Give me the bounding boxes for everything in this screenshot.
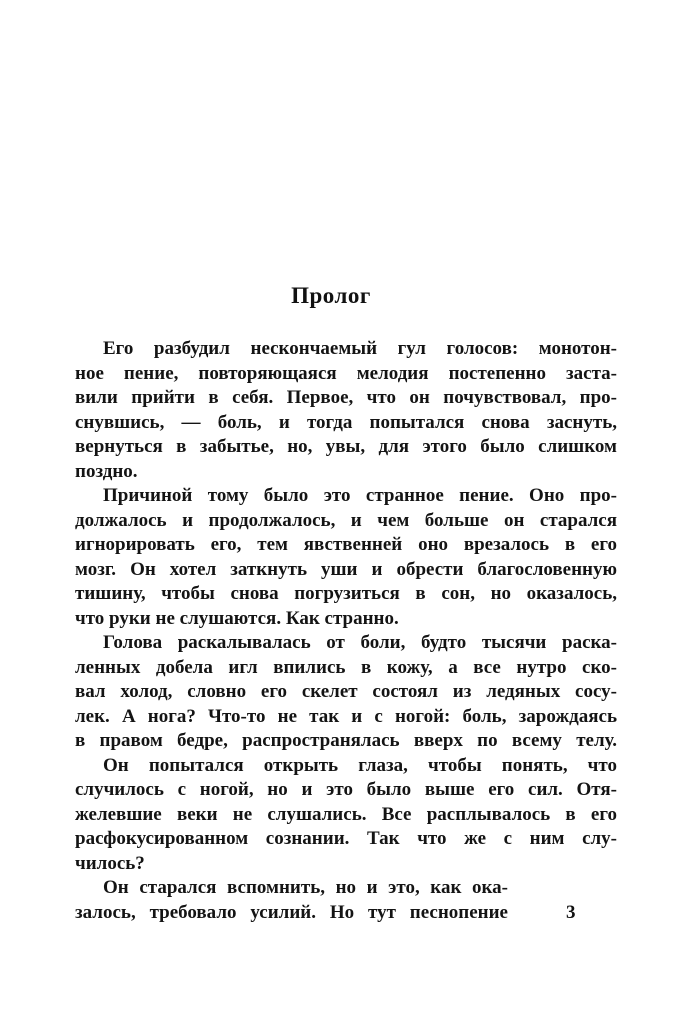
paragraph <box>75 876 617 925</box>
text-line: Он старался вспомнить, но и это, как ока- <box>103 877 508 898</box>
text-line: снувшись, — боль, и тогда попытался снова заснуть, <box>75 411 617 433</box>
text-line: вили прийти в себя. Первое, что он почувствовал, про- <box>75 387 617 408</box>
text-line: расфокусированном сознании. Так что же с ним слу- <box>75 828 617 849</box>
text-block <box>75 337 617 925</box>
text-line: должалось и продолжалось, и чем больше он старался <box>75 509 617 531</box>
text-line: лек. А нога? Что-то не так и с ногой: боль, зарождаясь <box>75 705 617 727</box>
paragraph <box>75 754 617 877</box>
text-line: Причиной тому было это странное пение. Оно про- <box>103 485 617 506</box>
text-line: Его разбудил нескончаемый гул голосов: монотон- <box>103 338 617 359</box>
text-line: Он попытался открыть глаза, чтобы понять, что <box>103 754 617 776</box>
text-line: игнорировать его, тем явственней оно врезалось в его <box>75 534 617 555</box>
text-line: вернуться в забытье, но, увы, для этого было слишком <box>75 436 617 457</box>
text-line: что руки не слушаются. Как странно. <box>75 607 399 629</box>
text-line: в правом бедре, распространялась вверх по всему телу. <box>75 730 617 751</box>
text-line: случилось с ногой, но и это было выше его сил. Отя- <box>75 779 617 800</box>
text-line: мозг. Он хотел заткнуть уши и обрести благословенную <box>75 558 617 580</box>
page-number: 3 <box>566 902 576 923</box>
text-line: чилось? <box>75 852 145 874</box>
paragraph <box>75 337 617 484</box>
text-line: ленных добела игл впились в кожу, а все нутро ско- <box>75 656 617 678</box>
text-line: Голова раскалывалась от боли, будто тысячи раска- <box>103 632 617 653</box>
text-line: ное пение, повторяющаяся мелодия постепенно заста- <box>75 362 617 384</box>
text-line: вал холод, словно его скелет состоял из ледяных сосу- <box>75 681 617 702</box>
text-line: поздно. <box>75 460 138 482</box>
text-line: желевшие веки не слушались. Все расплывалось в его <box>75 803 617 825</box>
text-line: тишину, чтобы снова погрузиться в сон, но оказалось, <box>75 583 617 604</box>
paragraph <box>75 631 617 754</box>
text-line: залось, требовало усилий. Но тут песнопение <box>75 901 508 923</box>
paragraph <box>75 484 617 631</box>
chapter-title: Пролог <box>291 283 371 308</box>
